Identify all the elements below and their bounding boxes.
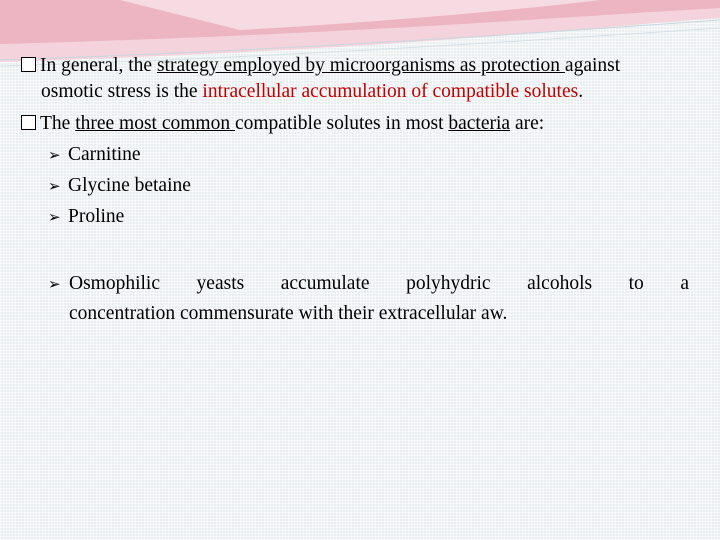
osmophilic-arrow [48, 272, 68, 297]
bullet-common-solutes [21, 112, 544, 136]
text-segment: are: [510, 113, 545, 134]
solute-label: Proline [68, 206, 125, 227]
solute-label: Glycine betaine [68, 175, 191, 196]
highlighted-phrase: intracellular accumulation of compatible solutes [202, 81, 579, 102]
underlined-bacteria: bacteria [448, 113, 511, 134]
bullet-strategy-line1 [21, 54, 620, 78]
underlined-strategy: strategy employed by microorganisms as protection [156, 55, 565, 76]
text-segment: . [578, 81, 584, 102]
solute-item-carnitine [48, 143, 141, 168]
square-bullet-icon [21, 57, 36, 72]
text-segment: In general, the [40, 55, 157, 76]
text-segment: The [40, 113, 76, 134]
osmophilic-line1: Osmophilic yeasts accumulate polyhydric alcohols to a [69, 273, 689, 294]
square-bullet-icon [21, 115, 36, 130]
bullet-strategy-line2 [41, 80, 583, 104]
solute-label: Carnitine [68, 144, 141, 165]
arrow-bullet-icon: ➢ [48, 210, 61, 226]
solute-item-glycine-betaine [48, 174, 191, 199]
osmophilic-line2: concentration commensurate with their extracellular aw. [69, 303, 508, 324]
text-segment: compatible solutes in most [234, 113, 449, 134]
solute-item-proline [48, 205, 124, 230]
arrow-bullet-icon: ➢ [48, 179, 61, 195]
text-segment: against [564, 55, 621, 76]
underlined-three-most-common: three most common [75, 113, 235, 134]
text-segment: osmotic stress is the [41, 81, 203, 102]
arrow-bullet-icon: ➢ [48, 148, 61, 164]
arrow-bullet-icon: ➢ [48, 277, 61, 293]
